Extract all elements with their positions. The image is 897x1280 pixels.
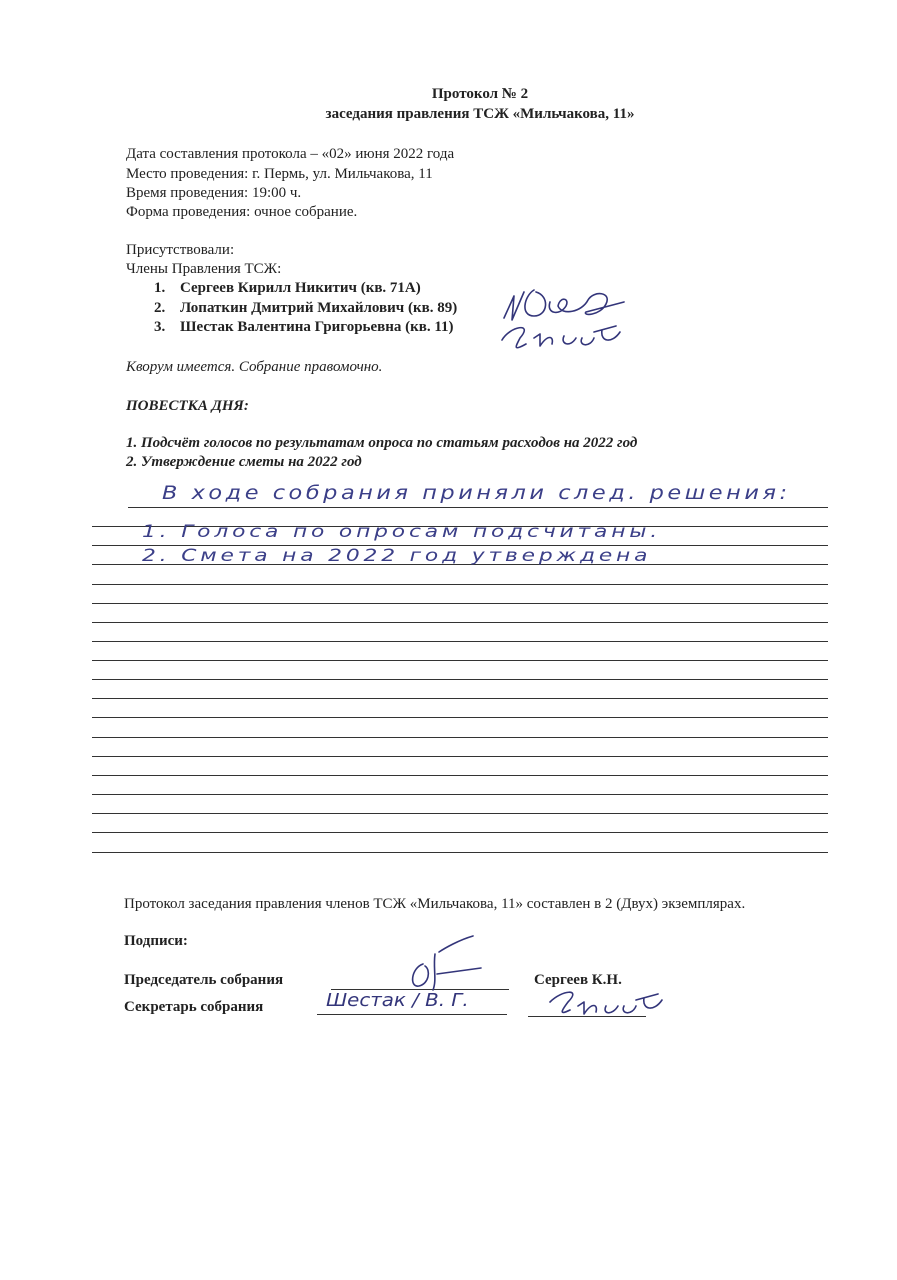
ruled-line — [92, 756, 828, 757]
agenda-item: 2. Утверждение сметы на 2022 год — [126, 454, 362, 470]
ruled-line — [128, 507, 828, 508]
document-subtitle: заседания правления ТСЖ «Мильчакова, 11» — [325, 106, 635, 122]
ruled-line — [92, 852, 828, 853]
ruled-line — [92, 832, 828, 833]
quorum-statement: Кворум имеется. Собрание правомочно. — [126, 359, 383, 375]
ruled-line — [92, 698, 828, 699]
member-name: Лопаткин Дмитрий Михайлович (кв. 89) — [180, 300, 458, 316]
handwritten-decision: 1. Голоса по опросам подсчитаны. — [142, 522, 662, 542]
ruled-line — [92, 584, 828, 585]
chair-label: Председатель собрания — [124, 972, 284, 988]
ruled-line — [92, 641, 828, 642]
ruled-line — [92, 775, 828, 776]
ruled-line — [92, 679, 828, 680]
member-number: 2. — [154, 300, 166, 316]
meeting-time: Время проведения: 19:00 ч. — [126, 185, 302, 201]
secretary-handwritten-name: Шестак / В. Г. — [326, 990, 469, 1011]
member-item — [154, 319, 454, 336]
agenda-heading: ПОВЕСТКА ДНЯ: — [126, 398, 249, 414]
ruled-line — [92, 717, 828, 718]
ruled-line — [92, 603, 828, 604]
board-label: Члены Правления ТСЖ: — [126, 261, 282, 277]
protocol-date: Дата составления протокола – «02» июня 2022 года — [126, 146, 455, 162]
ruled-line — [92, 794, 828, 795]
copies-statement: Протокол заседания правления членов ТСЖ «Мильчакова, 11» составлен в 2 (Двух) экземплярах. — [124, 896, 746, 912]
ruled-line — [92, 737, 828, 738]
meeting-place: Место проведения: г. Пермь, ул. Мильчакова, 11 — [126, 166, 433, 182]
ruled-line — [92, 622, 828, 623]
member-name: Шестак Валентина Григорьевна (кв. 11) — [180, 319, 454, 335]
secretary-label: Секретарь собрания — [124, 999, 264, 1015]
secretary-signature-line — [317, 1014, 507, 1015]
ruled-line — [92, 813, 828, 814]
member-item — [154, 300, 457, 317]
member-item — [154, 280, 421, 297]
meeting-form: Форма проведения: очное собрание. — [126, 204, 358, 220]
agenda-item: 1. Подсчёт голосов по результатам опроса по статьям расходов на 2022 год — [126, 435, 638, 451]
present-label: Присутствовали: — [126, 242, 235, 258]
member-signatures — [490, 282, 640, 362]
ruled-line — [92, 660, 828, 661]
chair-signature — [395, 934, 495, 994]
handwritten-decision-intro: В ходе собрания приняли след. решения: — [162, 482, 791, 504]
handwritten-decision: 2. Смета на 2022 год утверждена — [142, 546, 652, 566]
secretary-signature — [540, 984, 670, 1024]
document-title: Протокол № 2 — [431, 86, 529, 102]
chair-name: Сергеев К.Н. — [534, 972, 622, 988]
member-name: Сергеев Кирилл Никитич (кв. 71А) — [180, 280, 421, 296]
member-number: 1. — [154, 280, 166, 296]
signatures-label: Подписи: — [124, 933, 188, 949]
member-number: 3. — [154, 319, 166, 335]
